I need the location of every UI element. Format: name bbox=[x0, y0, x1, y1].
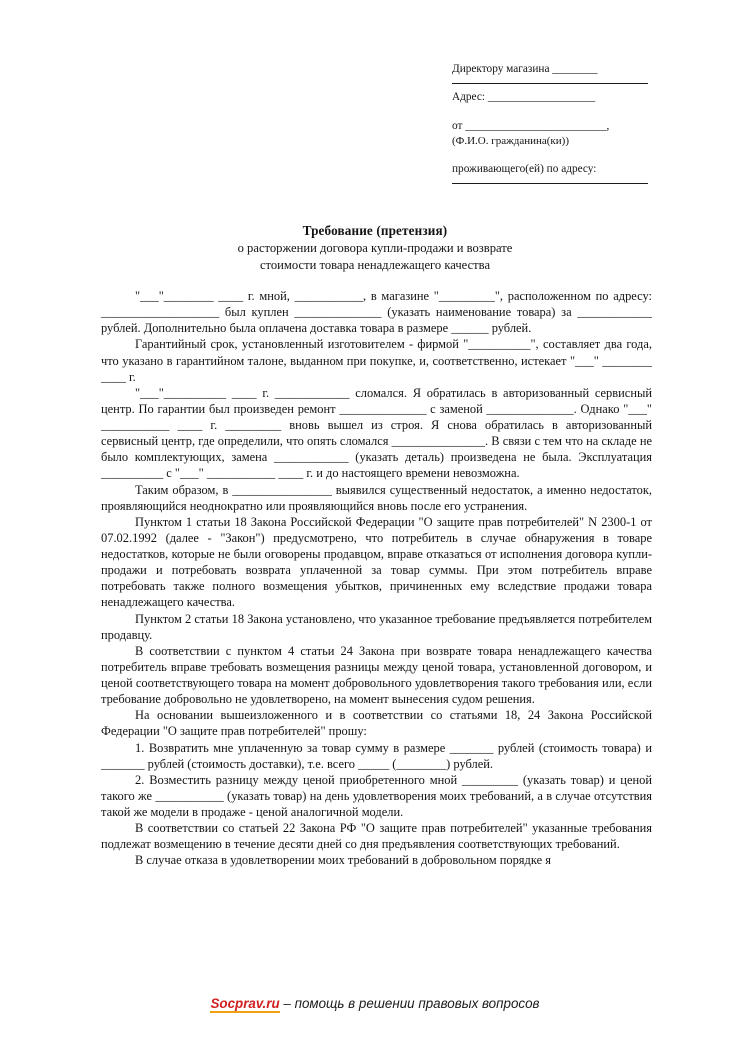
document-subtitle-line-2: стоимости товара ненадлежащего качества bbox=[259, 257, 491, 272]
body-paragraph-demand-2: 2. Возместить разницу между ценой приобретенного мной _________ (указать товар) и ценой такого же ___________ (указать товар) на день удовлетворения моих требований, а в случае отсутствия такой же модели в продаже - ценой аналогичной модели. bbox=[101, 772, 652, 819]
body-paragraph-refusal: В случае отказа в удовлетворении моих требований в добровольном порядке я bbox=[135, 853, 551, 868]
body-paragraph-demand-1: 1. Возвратить мне уплаченную за товар сумму в размере _______ рублей (стоимость товара) и _______ рублей (стоимость доставки), т.е. всего _____ (________) рублей. bbox=[101, 740, 652, 771]
document-body bbox=[101, 288, 652, 869]
addressee-from-line: от _________________________, bbox=[452, 120, 610, 133]
body-paragraph-law-24-4: В соответствии с пунктом 4 статьи 24 Закона при возврате товара ненадлежащего качества потребитель вправе требовать возмещения разницы между ценой товара, установленной договором, и ценой соответствующего товара на момент добровольного удовлетворения такого требования или, если требование добровольно не удовлетворено, на момент вынесения судом решения. bbox=[101, 643, 652, 707]
body-paragraph-purchase: "___"________ ____ г. мной, ___________, в магазине "_________", расположенном по адресу: ___________________ был куплен ______________ (указать наименование товара) за ____________ рублей. Дополнительно была оплачена доставка товара в размере ______ рублей. bbox=[101, 289, 652, 336]
document-title-block bbox=[0, 222, 750, 273]
site-watermark bbox=[0, 996, 750, 1011]
addressee-from-note: (Ф.И.О. гражданина(ки)) bbox=[452, 135, 569, 148]
addressee-address-line: Адрес: ___________________ bbox=[452, 91, 596, 104]
document-subtitle-line-1: о расторжении договора купли-продажи и возврате bbox=[237, 240, 513, 255]
body-paragraph-law-18-2: Пунктом 2 статьи 18 Закона установлено, что указанное требование предъявляется потребителем продавцу. bbox=[101, 611, 652, 642]
addressee-director-rule bbox=[452, 83, 648, 84]
addressee-spacer-2 bbox=[452, 149, 648, 162]
body-paragraph-breakdown: "___"__________ ____ г. ____________ сломался. Я обратилась в авторизованный сервисный центр. По гарантии был произведен ремонт ______________ с заменой ______________. Однако "___" ___________ ____ г. _________ вновь вышел из строя. Я снова обратилась в авторизованный сервисный центр, где определили, что опять сломался _______________. В связи с тем что на складе не было комплектующих, замена ____________ (указать деталь) произведена не была. Эксплуатация __________ с "___" ___________ ____ г. и до настоящего времени невозможна. bbox=[101, 385, 652, 481]
body-paragraph-law-22: В соответствии со статьей 22 Закона РФ "О защите прав потребителей" указанные требования подлежат возмещению в течение десяти дней со дня предъявления соответствующих требований. bbox=[101, 821, 652, 852]
site-brand-link[interactable]: Socprav.ru bbox=[210, 996, 280, 1011]
page-title: Требование (претензия) bbox=[302, 223, 448, 238]
addressee-residing-rule bbox=[452, 183, 648, 184]
addressee-spacer-1 bbox=[452, 106, 648, 119]
addressee-residing-line: проживающего(ей) по адресу: bbox=[452, 163, 597, 176]
addressee-block bbox=[452, 62, 648, 190]
body-paragraph-law-18-1: Пунктом 1 статьи 18 Закона Российской Федерации "О защите прав потребителей" N 2300-1 от 07.02.1992 (далее - "Закон") предусмотрено, что потребитель в случае обнаружения в товаре недостатков, которые не были оговорены продавцом, вправе отказаться от исполнения договора купли-продажи и потребовать возврата уплаченной за товар суммы. При этом потребитель вправе потребовать также полного возмещения убытков, причиненных ему вследствие продажи товара ненадлежащего качества. bbox=[101, 514, 652, 610]
body-paragraph-warranty: Гарантийный срок, установленный изготовителем - фирмой "__________", составляет два года, что указано в гарантийном талоне, выданном при покупке, и, соответственно, истекает "___" ________ ____ г. bbox=[101, 337, 652, 384]
body-paragraph-defect-conclusion: Таким образом, в ________________ выявился существенный недостаток, а именно недостаток, проявляющийся неоднократно или проявляющийся вновь после его устранения. bbox=[101, 482, 652, 513]
site-tagline: – помощь в решении правовых вопросов bbox=[283, 996, 540, 1011]
body-paragraph-request-intro: На основании вышеизложенного и в соответствии со статьями 18, 24 Закона Российской Федерации "О защите прав потребителей" прошу: bbox=[101, 708, 652, 739]
addressee-director-line: Директору магазина ________ bbox=[452, 63, 598, 75]
